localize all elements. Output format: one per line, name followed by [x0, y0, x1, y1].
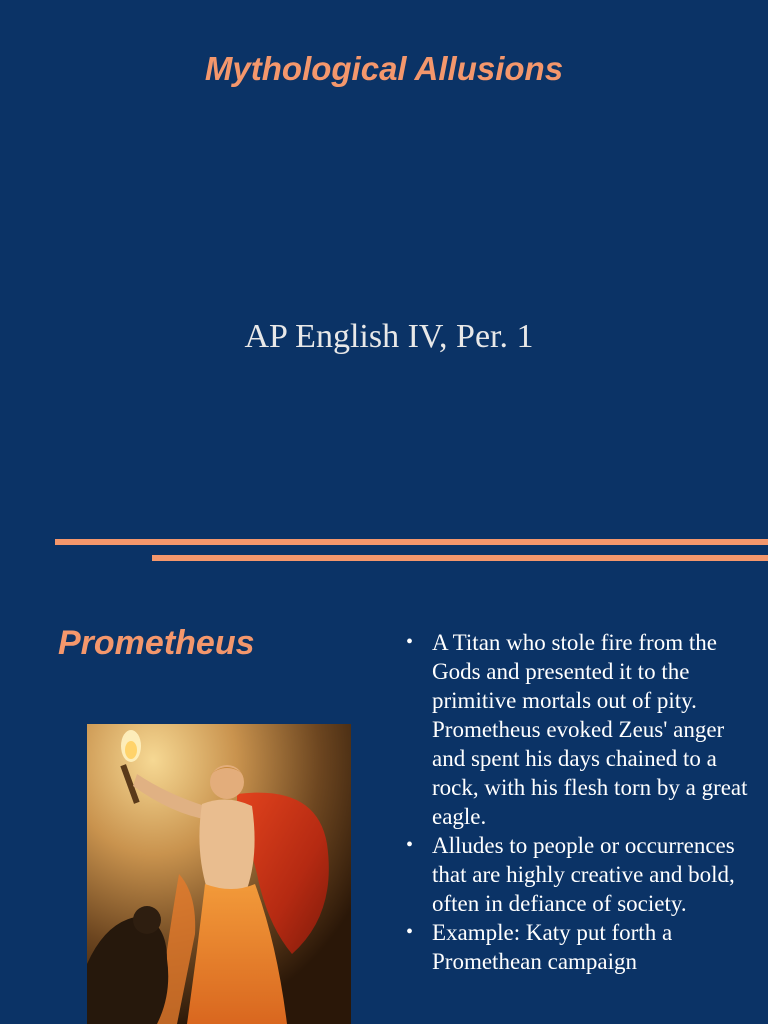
list-item	[404, 918, 749, 976]
list-item	[404, 831, 749, 918]
bullet-icon: •	[406, 834, 414, 856]
prometheus-slide	[0, 590, 768, 1024]
bullet-icon: •	[406, 921, 414, 943]
list-item	[404, 628, 749, 831]
bullet-list	[404, 628, 749, 976]
bullet-icon: •	[406, 631, 414, 653]
accent-rule-bottom	[152, 555, 768, 561]
bullet-text: A Titan who stole fire from the Gods and presented it to the primitive mortals out of pity. Prometheus evoked Zeus' anger and spent his days chained to a rock, with his flesh torn by a great eagle.	[432, 630, 748, 829]
prometheus-painting	[87, 724, 351, 1024]
slide-title: Mythological Allusions	[204, 50, 564, 87]
slide-heading: Prometheus	[58, 624, 255, 662]
bullet-text: Example: Katy put forth a Promethean campaign	[432, 920, 673, 974]
accent-rule-top	[55, 539, 768, 545]
painting-icon	[87, 724, 351, 1024]
bullet-text: Alludes to people or occurrences that are highly creative and bold, often in defiance of society.	[432, 833, 735, 916]
slide-subtitle: AP English IV, Per. 1	[244, 318, 534, 355]
